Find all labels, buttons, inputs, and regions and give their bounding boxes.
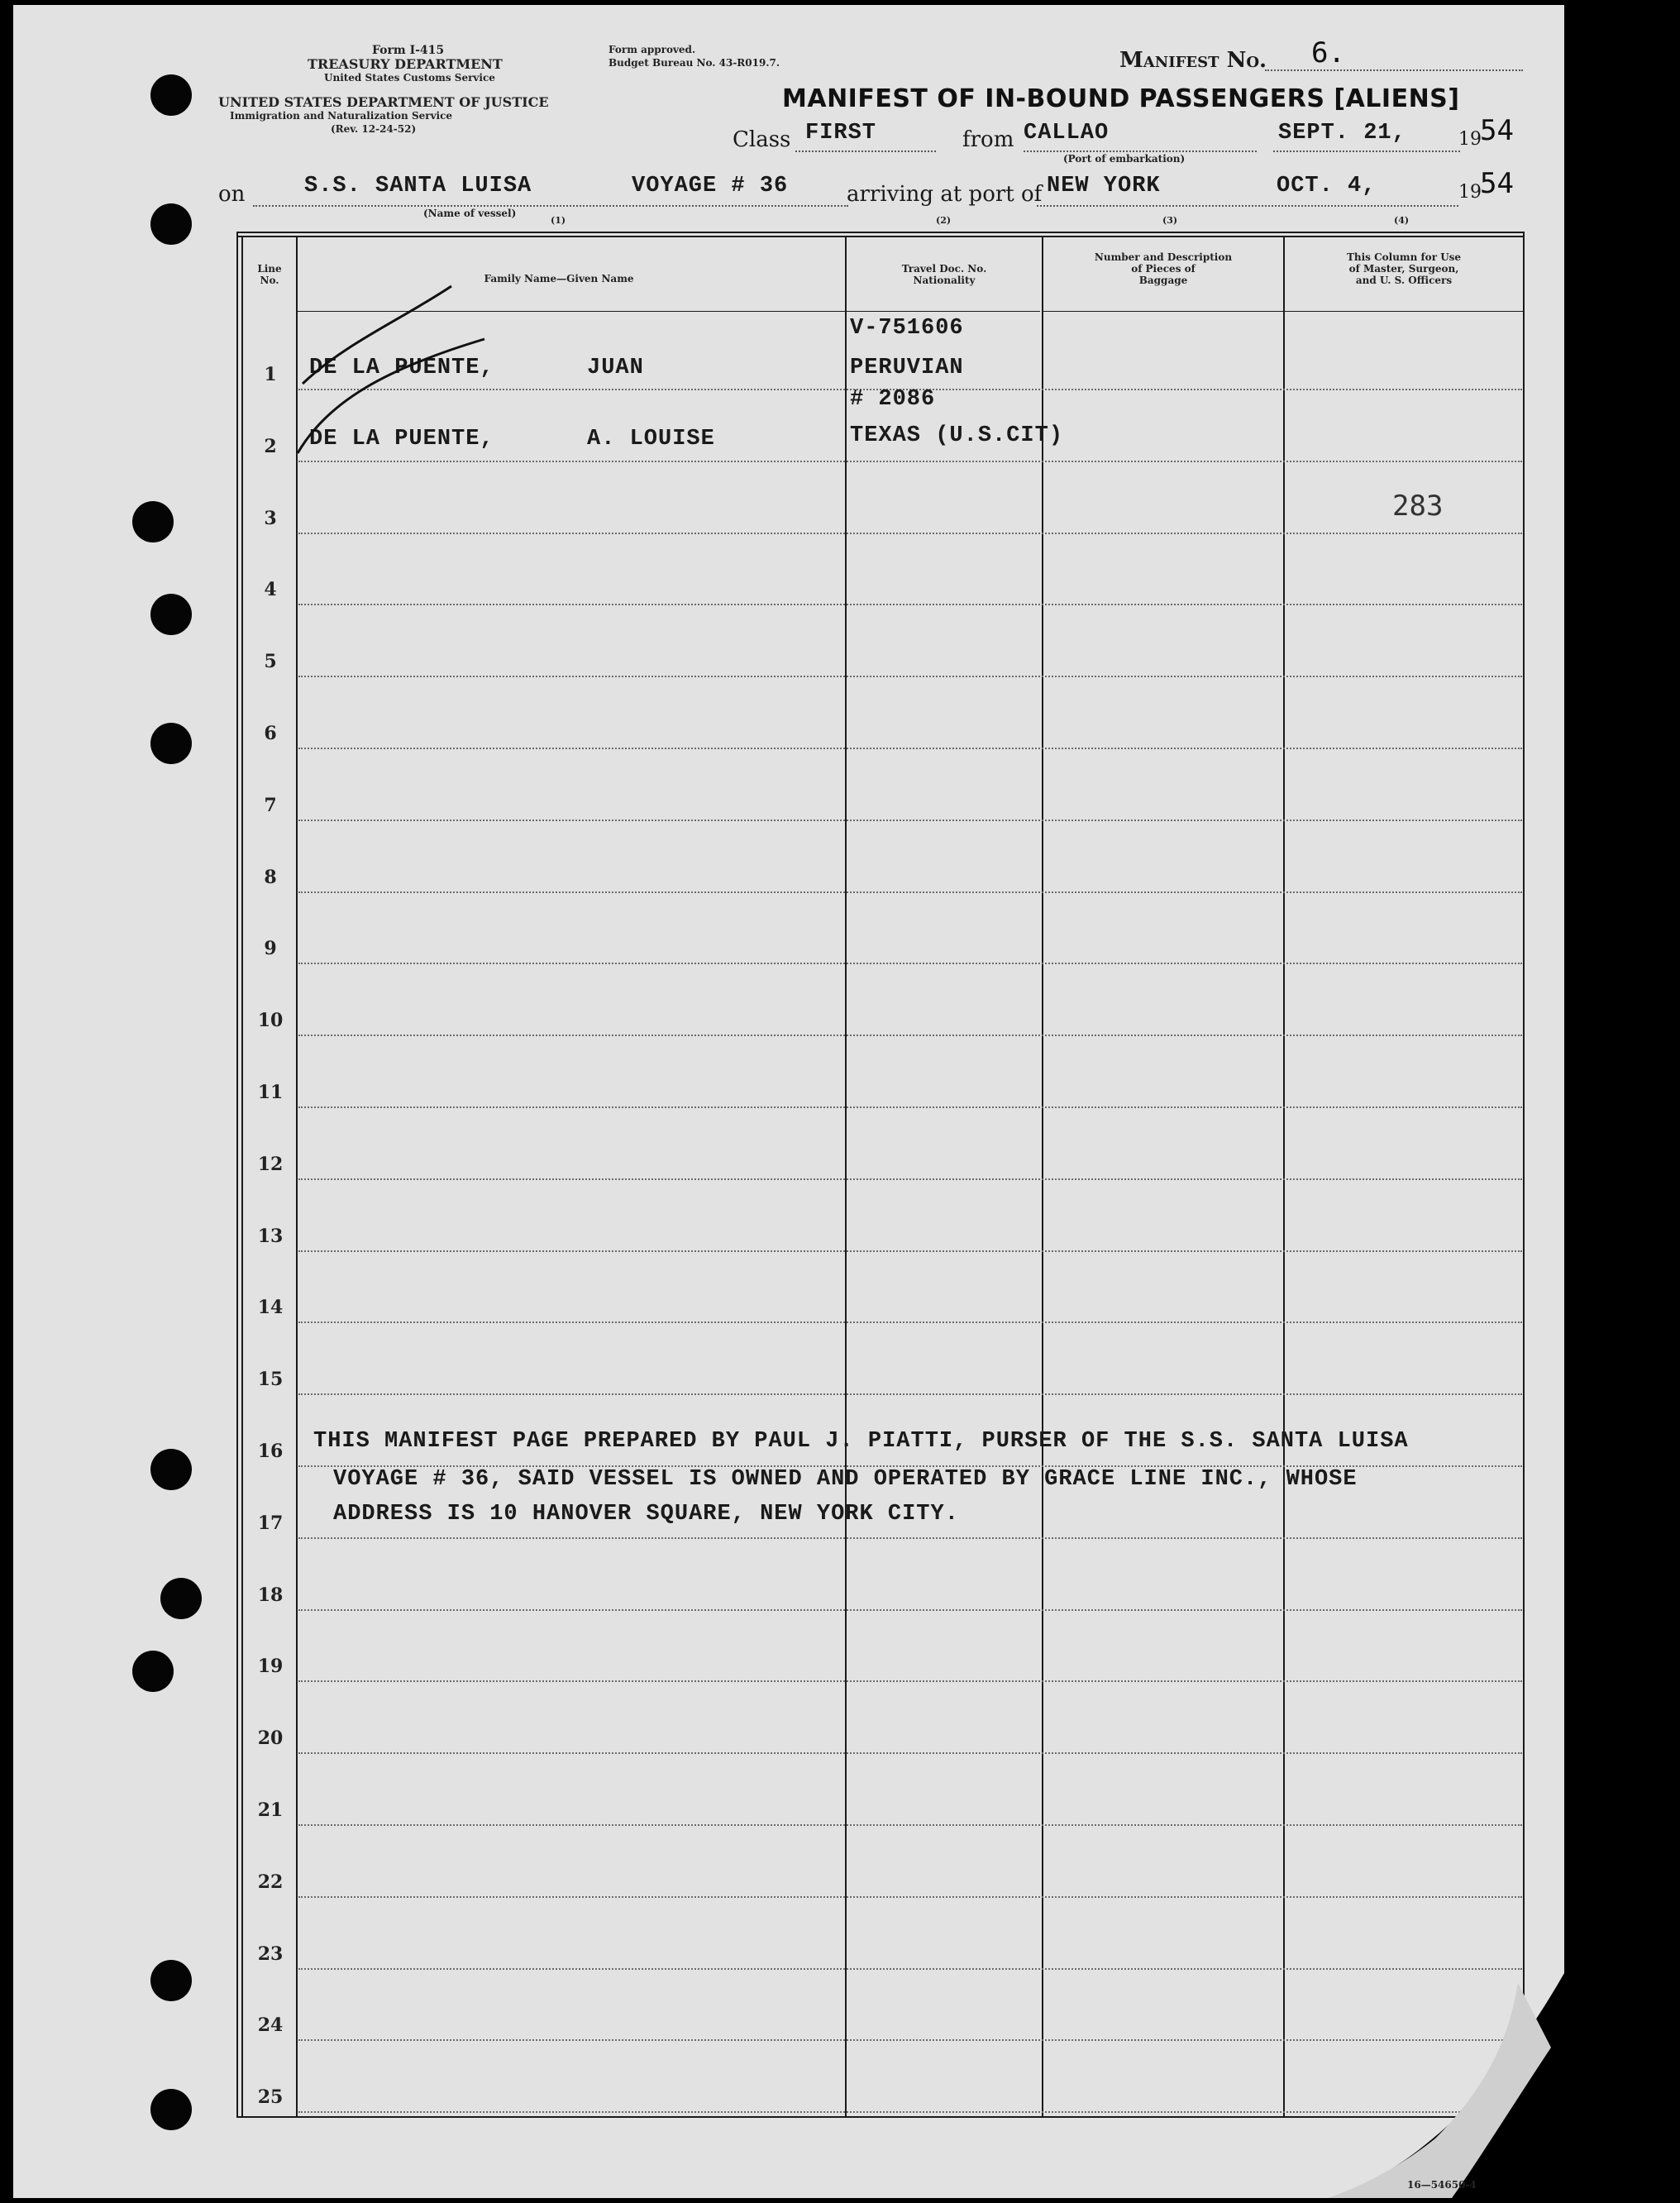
manifest-page bbox=[13, 5, 1564, 2198]
row-number: 18 bbox=[257, 1584, 284, 1606]
punch-hole bbox=[132, 1651, 174, 1692]
class-label: Class bbox=[733, 127, 791, 152]
row-number: 19 bbox=[257, 1656, 284, 1677]
row-rule bbox=[298, 1609, 1522, 1611]
statement-line-2: VOYAGE # 36, SAID VESSEL IS OWNED AND OPERATED BY GRACE LINE INC., WHOSE bbox=[333, 1467, 1358, 1492]
approval-line-2: Budget Bureau No. 43-R019.7. bbox=[609, 57, 780, 69]
row-rule bbox=[298, 1035, 1522, 1036]
class-value: FIRST bbox=[805, 121, 877, 146]
punch-hole bbox=[132, 501, 174, 542]
from-label: from bbox=[962, 127, 1014, 152]
vessel-name-value: S.S. SANTA LUISA bbox=[304, 174, 532, 198]
row-rule bbox=[298, 1321, 1522, 1323]
row-number: 24 bbox=[257, 2014, 284, 2036]
row-rule bbox=[298, 1896, 1522, 1898]
curled-corner bbox=[1303, 1973, 1564, 2198]
row-number: 9 bbox=[264, 938, 277, 959]
row-number: 22 bbox=[257, 1871, 284, 1893]
voyage-value: VOYAGE # 36 bbox=[632, 174, 789, 198]
arrival-port-value: NEW YORK bbox=[1047, 174, 1161, 198]
row-rule bbox=[298, 1752, 1522, 1754]
row-number: 15 bbox=[257, 1369, 284, 1390]
approval-line-1: Form approved. bbox=[609, 44, 696, 55]
header-name: Family Name—Given Name bbox=[484, 273, 634, 284]
justice-label: UNITED STATES DEPARTMENT OF JUSTICE bbox=[218, 94, 549, 110]
pen-stroke bbox=[303, 286, 451, 384]
punch-hole bbox=[160, 1578, 202, 1619]
row-number: 23 bbox=[257, 1943, 284, 1965]
pen-strokes bbox=[286, 278, 534, 468]
arriving-label: arriving at port of bbox=[847, 182, 1043, 207]
arrival-year-value: 54 bbox=[1480, 167, 1514, 200]
col-mark-1: (1) bbox=[551, 215, 566, 226]
row-number: 7 bbox=[264, 795, 277, 816]
row-number: 11 bbox=[257, 1082, 284, 1103]
col-mark-4: (4) bbox=[1394, 215, 1410, 226]
header-officers: This Column for Use of Master, Surgeon, and U. S. Officers bbox=[1346, 251, 1462, 286]
ins-label: Immigration and Naturalization Service bbox=[230, 110, 453, 122]
row-rule bbox=[298, 1393, 1522, 1395]
statement-line-1: THIS MANIFEST PAGE PREPARED BY PAUL J. PIATTI, PURSER OF THE S.S. SANTA LUISA bbox=[313, 1429, 1409, 1454]
row-number: 25 bbox=[257, 2086, 284, 2108]
row-number: 21 bbox=[257, 1799, 284, 1821]
on-label: on bbox=[218, 182, 246, 207]
header-travel-doc: Travel Doc. No. Nationality bbox=[901, 263, 987, 286]
col-mark-3: (3) bbox=[1162, 215, 1178, 226]
arrival-date-value: OCT. 4, bbox=[1277, 174, 1377, 198]
treasury-label: TREASURY DEPARTMENT bbox=[308, 56, 503, 72]
row-number: 17 bbox=[257, 1512, 284, 1534]
row-rule bbox=[298, 604, 1522, 605]
embarkation-port-value: CALLAO bbox=[1024, 121, 1110, 146]
page-title: MANIFEST OF IN-BOUND PASSENGERS [ALIENS] bbox=[782, 84, 1460, 113]
punch-hole bbox=[150, 74, 192, 116]
passenger-1-given: JUAN bbox=[587, 356, 644, 380]
row-number: 1 bbox=[264, 364, 277, 385]
customs-label: United States Customs Service bbox=[324, 72, 495, 84]
row-number: 6 bbox=[264, 723, 277, 744]
embarkation-year-value: 54 bbox=[1480, 114, 1514, 147]
row-rule bbox=[298, 1178, 1522, 1180]
row-number: 8 bbox=[264, 867, 277, 888]
row-rule bbox=[298, 820, 1522, 821]
row-rule bbox=[298, 748, 1522, 749]
row-number: 5 bbox=[264, 651, 277, 672]
col-mark-2: (2) bbox=[936, 215, 952, 226]
row-rule bbox=[298, 1968, 1522, 1970]
vessel-caption: (Name of vessel) bbox=[423, 208, 517, 219]
row-number: 12 bbox=[257, 1154, 284, 1175]
row-number: 4 bbox=[264, 579, 277, 600]
header-baggage: Number and Description of Pieces of Baggage bbox=[1094, 251, 1233, 286]
statement-line-3: ADDRESS IS 10 HANOVER SQUARE, NEW YORK CITY. bbox=[333, 1502, 959, 1527]
embarkation-year-prefix: 19 bbox=[1458, 129, 1482, 150]
row-rule bbox=[298, 1824, 1522, 1826]
punch-hole bbox=[150, 203, 192, 245]
passenger-2-family: DE LA PUENTE, bbox=[309, 427, 494, 452]
row-rule bbox=[298, 891, 1522, 893]
footer-code: 16—54650-4 bbox=[1407, 2179, 1477, 2191]
form-number: Form I-415 bbox=[372, 44, 445, 57]
embarkation-date-value: SEPT. 21, bbox=[1278, 121, 1406, 146]
punch-hole bbox=[150, 594, 192, 635]
pen-stroke bbox=[298, 339, 484, 453]
row-rule bbox=[298, 1537, 1522, 1539]
passenger-2-given: A. LOUISE bbox=[587, 427, 715, 452]
row-number: 3 bbox=[264, 508, 277, 529]
row-rule bbox=[298, 533, 1522, 534]
row-rule bbox=[298, 1250, 1522, 1252]
row-number: 16 bbox=[257, 1441, 284, 1462]
manifest-no-label: Manifest No. bbox=[1119, 48, 1267, 73]
header-line-no: Line No. bbox=[257, 263, 282, 286]
punch-hole bbox=[150, 723, 192, 764]
officer-annotation: 283 bbox=[1392, 490, 1444, 523]
passenger-1-doc: V-751606 bbox=[850, 316, 964, 341]
manifest-no-value: 6. bbox=[1311, 36, 1345, 69]
punch-hole bbox=[150, 2089, 192, 2130]
row-rule bbox=[298, 963, 1522, 964]
row-number: 14 bbox=[257, 1297, 284, 1318]
row-number: 20 bbox=[257, 1728, 284, 1749]
passenger-1-family: DE LA PUENTE, bbox=[309, 356, 494, 380]
arrival-year-prefix: 19 bbox=[1458, 182, 1482, 203]
row-rule bbox=[298, 676, 1522, 677]
passenger-2-nationality: TEXAS (U.S.CIT) bbox=[850, 423, 1064, 448]
row-number: 10 bbox=[257, 1010, 284, 1031]
row-number: 2 bbox=[264, 436, 277, 457]
revision-label: (Rev. 12-24-52) bbox=[331, 123, 417, 135]
port-caption: (Port of embarkation) bbox=[1063, 153, 1186, 165]
row-rule bbox=[298, 1680, 1522, 1682]
passenger-1-nationality: PERUVIAN bbox=[850, 356, 964, 380]
row-number: 13 bbox=[257, 1226, 284, 1247]
punch-hole bbox=[150, 1449, 192, 1490]
row-rule bbox=[298, 1106, 1522, 1108]
passenger-2-doc: # 2086 bbox=[850, 387, 936, 412]
punch-hole bbox=[150, 1960, 192, 2001]
